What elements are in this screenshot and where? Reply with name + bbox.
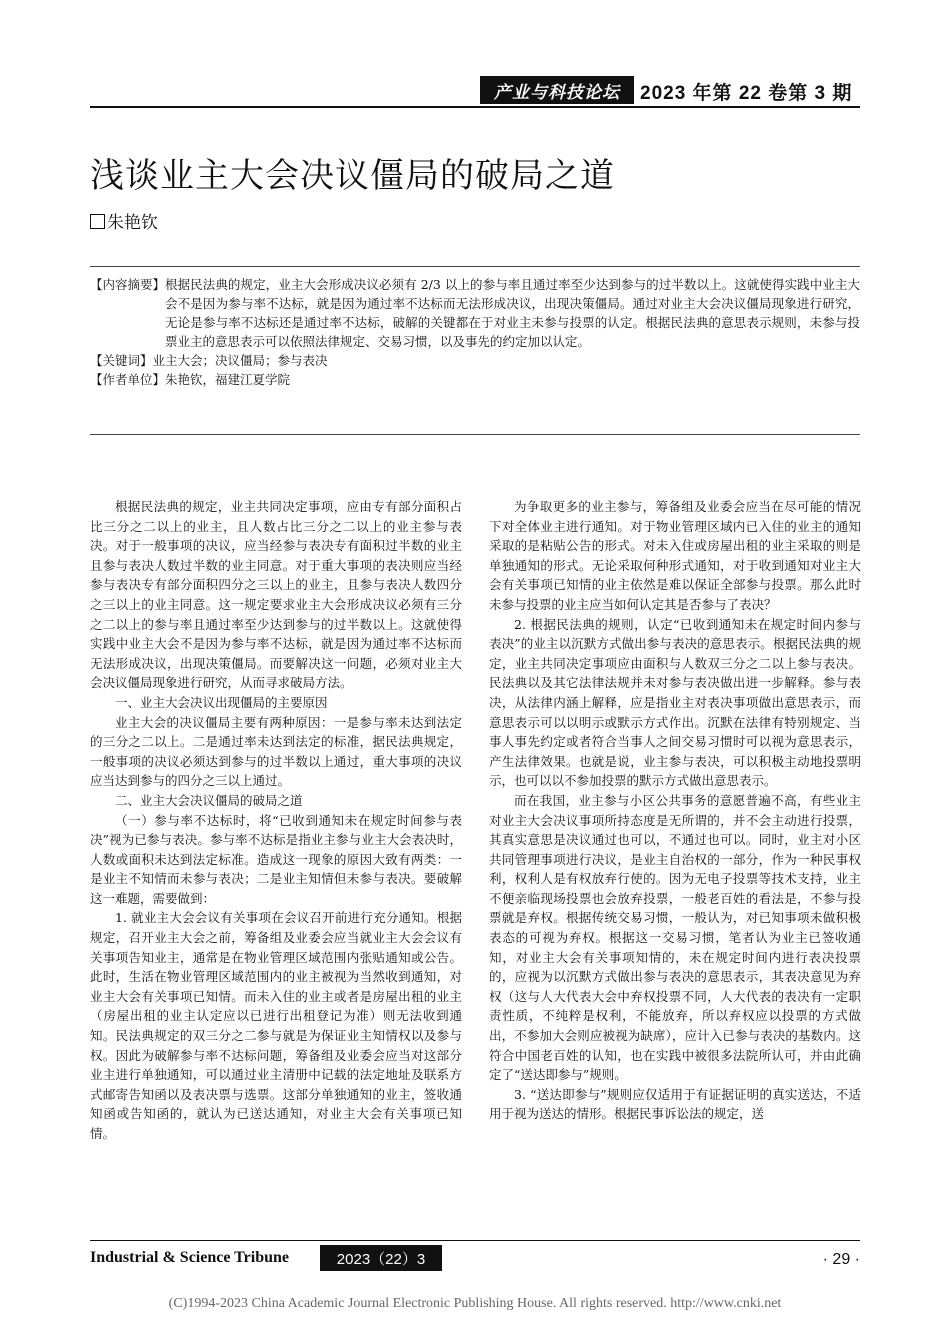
article-title: 浅谈业主大会决议僵局的破局之道	[90, 156, 615, 196]
issue-info: 2023 年第 22 卷第 3 期	[640, 83, 853, 104]
keywords-text: 业主大会；决议僵局；参与表决	[152, 353, 328, 368]
footer-rule	[90, 1240, 860, 1241]
author-name: 朱艳钦	[107, 213, 158, 233]
paragraph: 为争取更多的业主参与，筹备组及业委会应当在尽可能的情况下对全体业主进行通知。对于物业管理区域内已入住的业主的通知采取的是粘贴公告的形式。对未入住或房屋出租的业主采取的则是单独通知的形式。无论采取何种形式通知，对于收到通知对业主大会有关事项已知情的业主依然是难以保证全部参与投票。那么此时未参与投票的业主应当如何认定其是否参与了表决？	[489, 499, 861, 612]
abstract-text: 根据民法典的规定，业主大会形成决议必须有 2/3 以上的参与率且通过率至少达到参与的过半数以上。这就使得实践中业主大会不是因为参与率不达标，就是因为通过率不达标而无法形成决议，出现决策僵局。通过对业主大会决议僵局现象进行研究，无论是参与率不达标还是通过率不达标，破解的关键都在于对业主未参与投票的认定。根据民法典的意思表示规则，未参与投票业主的意思表示可以依照法律规定、交易习惯，以及事先的约定加以认定。	[165, 277, 860, 349]
issue-box: 2023（22）3	[320, 1245, 442, 1271]
abstract-block	[90, 275, 860, 389]
section-heading: 二、业主大会决议僵局的破局之道	[115, 792, 303, 808]
paragraph: 3. “送达即参与”规则应仅适用于有证据证明的真实送达，不适用于视为送达的情形。根据民事诉讼法的规定，送	[489, 1086, 861, 1122]
square-bullet-icon	[90, 214, 105, 229]
paragraph: 1. 就业主大会会议有关事项在会议召开前进行充分通知。根据规定，召开业主大会之前，筹备组及业委会应当就业主大会会议有关事项告知业主，通常是在物业管理区域范围内张贴通知或公告。此时，生活在物业管理区域范围内的业主被视为当然收到通知，对业主大会有关事项已知情。而未入住的业主或者是房屋出租的业主（房屋出租的业主认定应以已进行出租登记为准）则无法收到通知。民法典规定的双三分之二参与就是为保证业主知情权以及参与权。因此为破解参与率不达标问题，筹备组及业委会应当对这部分业主进行单独通知，可以通过业主清册中记载的法定地址及联系方式邮寄告知函以及表决票与选票。这部分单独通知的业主，签收通知函或告知函的，就认为已送达通知，对业主大会有关事项已知情。	[90, 910, 462, 1141]
abstract-row	[90, 275, 860, 351]
affiliation-row	[90, 370, 860, 389]
paragraph: 根据民法典的规定，业主共同决定事项，应由专有部分面积占比三分之二以上的业主，且人数占比三分之二以上的业主参与表决。对于一般事项的决议，应当经参与表决专有面积过半数的业主且参与表决人数过半数的业主同意。对于重大事项的表决则应当经参与表决专有部分面积四分之三以上的业主，且参与表决人数四分之三以上的业主同意。这一规定要求业主大会形成决议必须有三分之二以上的参与率且通过率至少达到参与的过半数以上。这就使得实践中业主大会不是因为参与率不达标，就是因为通过率不达标而无法形成决议，出现决策僵局。而要解决这一问题，必须对业主大会决议僵局现象进行研究，从而寻求破局方法。	[90, 499, 462, 691]
keywords-row	[90, 351, 860, 370]
header-rule	[90, 106, 860, 108]
paragraph: （一）参与率不达标时，将“已收到通知未在规定时间参与表决”视为已参与表决。参与率不达标是指业主参与业主大会表决时，人数或面积未达到法定标准。造成这一现象的原因大致有两类：一是业主不知情而未参与表决；二是业主知情但未参与表决。要破解这一难题，需要做到：	[90, 812, 462, 906]
keywords-label: 【关键词】	[90, 353, 153, 368]
author-line	[90, 208, 158, 233]
paragraph: 2. 根据民法典的规则，认定“已收到通知未在规定时间内参与表决”的业主以沉默方式做出参与表决的意思表示。根据民法典的规定，业主共同决定事项应由面积与人数双三分之二以上参与表决。民法典以及其它法律法规并未对参与表决做出进一步解释。参与表决，从法律内涵上解释，应是指业主对表决事项做出意思表示，而意思表示可以以明示或默示方式作出。沉默在法律有特别规定、当事人事先约定或者符合当事人之间交易习惯时可以视为意思表示，产生法律效果。也就是说，业主参与表决，可以积极主动地投票明示，也可以以不参加投票的默示方式做出意思表示。	[489, 616, 861, 789]
journal-name-cn: 产业与科技论坛	[480, 76, 634, 104]
paragraph: 业主大会的决议僵局主要有两种原因：一是参与率未达到法定的三分之二以上。二是通过率未达到法定的标准，据民法典规定，一般事项的决议必须达到参与的过半数以上通过，重大事项的决议应当达到参与的四分之三以上通过。	[90, 714, 462, 789]
journal-name-en: Industrial & Science Tribune	[90, 1249, 289, 1266]
abstract-top-rule	[90, 266, 860, 267]
section-heading: 一、业主大会决议出现僵局的主要原因	[115, 694, 328, 710]
body-right-column	[489, 497, 861, 1124]
journal-header	[480, 76, 860, 104]
affiliation-text: 朱艳钦，福建江夏学院	[165, 372, 291, 387]
paragraph: 而在我国，业主参与小区公共事务的意愿普遍不高，有些业主对业主大会决议事项所持态度是无所谓的，并不会主动进行投票，其真实意思是决议通过也可以，不通过也可以。同时，业主对小区共同管理事项进行决议，是业主自治权的一部分，作为一种民事权利，权利人是有权放弃行使的。因为无电子投票等技术支持，业主不便亲临现场投票也会放弃投票，一般老百姓的看法是，不参与投票就是弃权。根据传统交易习惯，一般认为，对已知事项未做积极表态的可视为弃权。根据这一交易习惯，笔者认为业主已签收通知，对业主大会有关事项知情的，未在规定时间内进行表决投票的，应视为以沉默方式做出参与表决的意思表示，其表决意见为弃权（这与人大代表大会中弃权投票不同，人大代表的表决有一定职责性质，不纯粹是权利，不能放弃，所以弃权应以投票的方式做出，不参加大会则应被视为缺席），应计入已参与表决的基数内。这符合中国老百姓的认知，也在实践中被很多法院所认可，并由此确定了“送达即参与”规则。	[489, 792, 861, 1083]
abstract-label: 【内容摘要】	[90, 277, 166, 292]
copyright-line: (C)1994-2023 China Academic Journal Electronic Publishing House. All rights reserved. http://www.cnki.net	[168, 1296, 782, 1311]
page-number: · 29 ·	[822, 1251, 860, 1268]
body-left-column	[90, 497, 462, 1144]
abstract-bottom-rule	[90, 434, 860, 435]
affiliation-label: 【作者单位】	[90, 372, 166, 387]
